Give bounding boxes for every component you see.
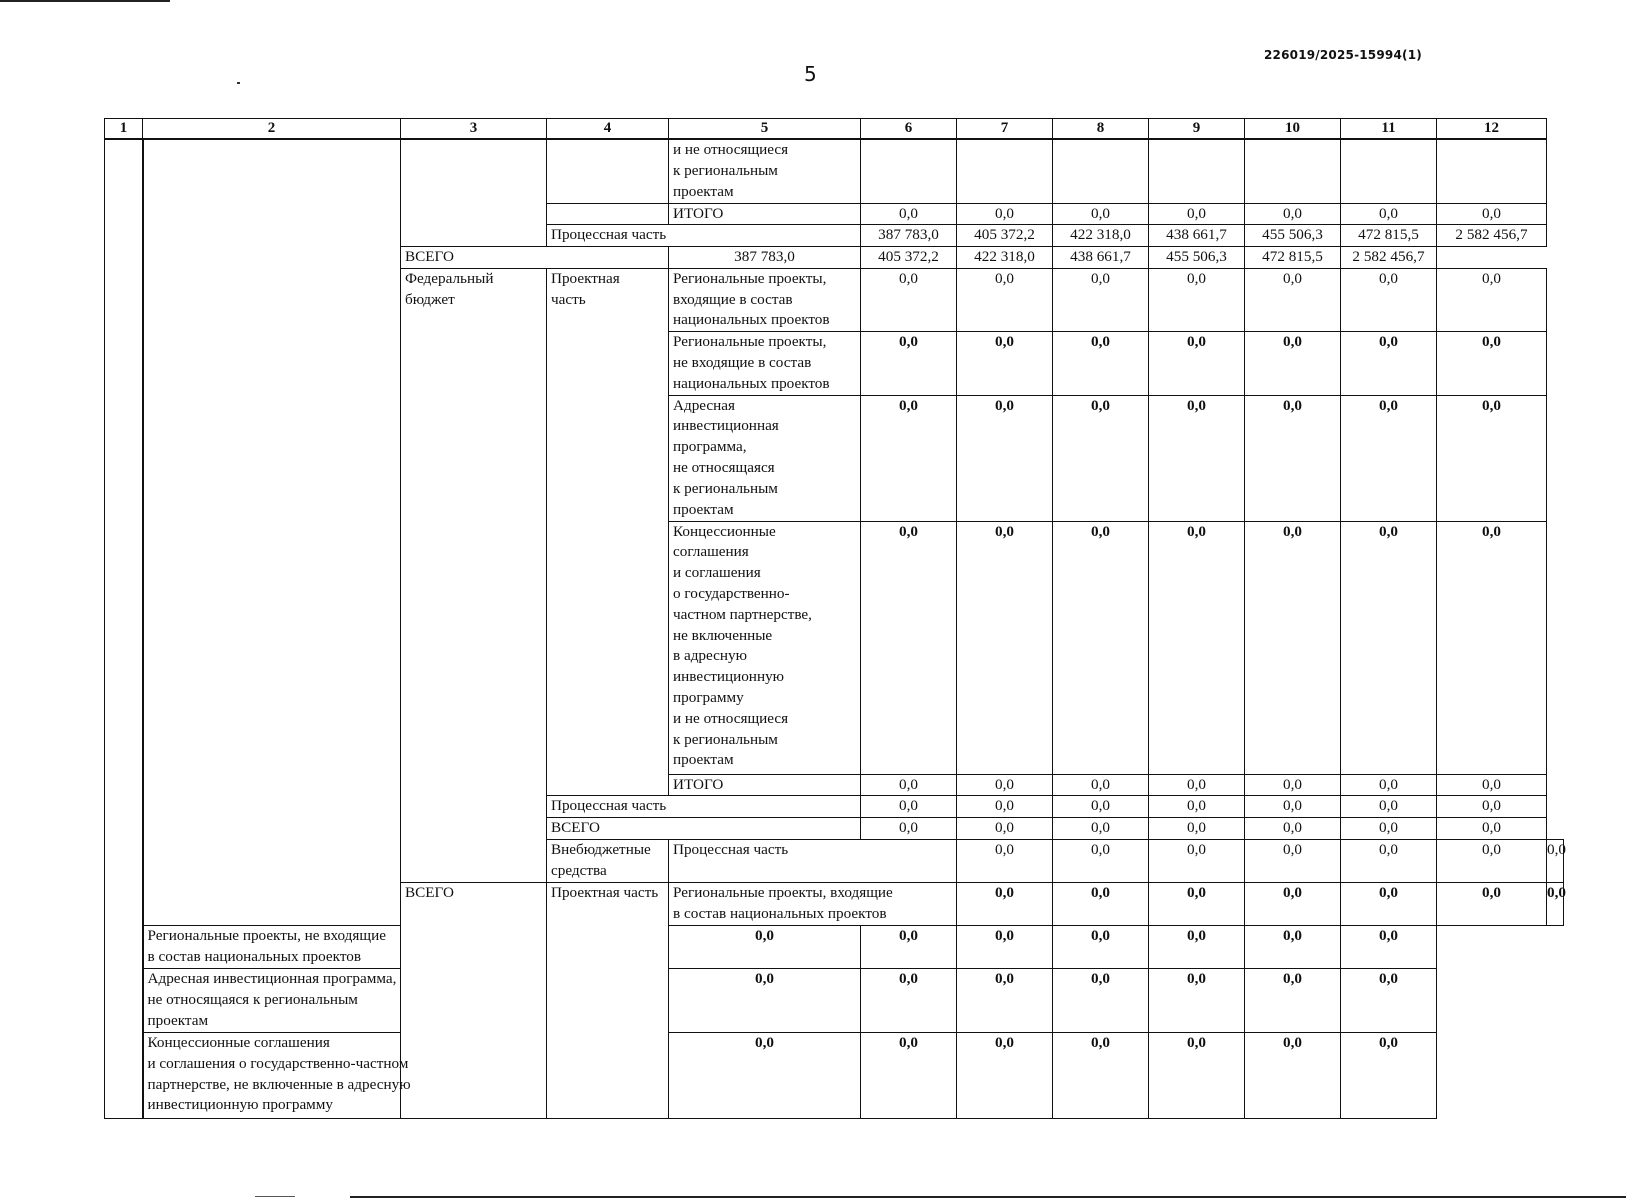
scan-artifact — [255, 1196, 295, 1197]
value-cell: 0,0 — [1437, 332, 1547, 395]
value-cell: 0,0 — [1547, 883, 1564, 926]
document-reference: 226019/2025-15994(1) — [1264, 48, 1422, 62]
part-label: Проектная часть — [547, 268, 669, 796]
value-cell: 0,0 — [1245, 521, 1341, 774]
value-cell: 455 506,3 — [1149, 247, 1245, 269]
value-cell: 0,0 — [1245, 332, 1341, 395]
value-cell: 0,0 — [1053, 796, 1149, 818]
value-cell: 0,0 — [1341, 332, 1437, 395]
value-cell: 0,0 — [1245, 796, 1341, 818]
value-cell: 0,0 — [1149, 969, 1245, 1033]
value-cell: 405 372,2 — [861, 247, 957, 269]
value-cell: 0,0 — [1341, 796, 1437, 818]
value-cell — [861, 139, 957, 203]
value-cell: 0,0 — [1149, 926, 1245, 969]
value-cell: 0,0 — [1245, 926, 1341, 969]
value-cell: 0,0 — [1149, 840, 1245, 883]
value-cell: 0,0 — [1245, 774, 1341, 796]
value-cell: 0,0 — [957, 796, 1053, 818]
value-cell: 0,0 — [861, 332, 957, 395]
value-cell: 0,0 — [1245, 1033, 1341, 1119]
col2-cell — [143, 139, 401, 926]
row-label: Процессная часть — [669, 840, 957, 883]
value-cell: 472 815,5 — [1245, 247, 1341, 269]
value-cell — [957, 139, 1053, 203]
value-cell: 0,0 — [1149, 395, 1245, 521]
value-cell: 2 582 456,7 — [1341, 247, 1437, 269]
value-cell: 0,0 — [1149, 818, 1245, 840]
value-cell: 0,0 — [1341, 395, 1437, 521]
value-cell: 438 661,7 — [1053, 247, 1149, 269]
value-cell: 0,0 — [1437, 268, 1547, 331]
value-cell: 0,0 — [1053, 203, 1149, 225]
value-cell — [1245, 139, 1341, 203]
col4-cell — [547, 139, 669, 203]
value-cell: 472 815,5 — [1341, 225, 1437, 247]
value-cell: 0,0 — [1245, 969, 1341, 1033]
value-cell — [1149, 139, 1245, 203]
value-cell: 0,0 — [861, 818, 957, 840]
value-cell: 0,0 — [957, 395, 1053, 521]
value-cell: 0,0 — [1149, 1033, 1245, 1119]
row-label: ВСЕГО — [401, 247, 669, 269]
value-cell: 0,0 — [1149, 796, 1245, 818]
value-cell: 0,0 — [1149, 883, 1245, 926]
table-row — [105, 139, 1564, 203]
value-cell: 0,0 — [1341, 883, 1437, 926]
row-label: ИТОГО — [669, 774, 861, 796]
value-cell: 0,0 — [1149, 774, 1245, 796]
value-cell: 0,0 — [861, 796, 957, 818]
value-cell: 0,0 — [1149, 203, 1245, 225]
scan-edge-bottom — [350, 1196, 1626, 1198]
value-cell: 0,0 — [957, 203, 1053, 225]
value-cell: 0,0 — [1341, 969, 1437, 1033]
col3-cell — [401, 139, 547, 247]
value-cell: 0,0 — [1341, 1033, 1437, 1119]
value-cell: 0,0 — [957, 521, 1053, 774]
value-cell: 0,0 — [1437, 883, 1547, 926]
col4-cell — [547, 203, 669, 225]
value-cell: 0,0 — [1341, 203, 1437, 225]
row-label: Региональные проекты, не входящие в состав национальных проектов — [143, 926, 547, 969]
value-cell: 0,0 — [1053, 268, 1149, 331]
value-cell: 0,0 — [1053, 332, 1149, 395]
value-cell: 0,0 — [1053, 818, 1149, 840]
col-header-4: 4 — [547, 119, 669, 140]
value-cell: 0,0 — [1149, 521, 1245, 774]
col-header-11: 11 — [1341, 119, 1437, 140]
row-label: Региональные проекты, входящие в состав национальных проектов — [669, 268, 861, 331]
value-cell: 2 582 456,7 — [1437, 225, 1547, 247]
value-cell: 0,0 — [1149, 332, 1245, 395]
value-cell: 455 506,3 — [1245, 225, 1341, 247]
value-cell: 0,0 — [861, 521, 957, 774]
value-cell: 405 372,2 — [957, 225, 1053, 247]
value-cell: 0,0 — [1341, 774, 1437, 796]
value-cell: 387 783,0 — [861, 225, 957, 247]
col-header-12: 12 — [1437, 119, 1547, 140]
value-cell — [1437, 139, 1547, 203]
col-header-7: 7 — [957, 119, 1053, 140]
value-cell: 0,0 — [1245, 840, 1341, 883]
col-header-2: 2 — [143, 119, 401, 140]
col-header-6: 6 — [861, 119, 957, 140]
col-header-10: 10 — [1245, 119, 1341, 140]
row-label: Концессионные соглашения и соглашения о государственно-частном партнерстве, не включенные в адресную инвестиционную программу — [143, 1033, 547, 1119]
col1-cell — [105, 139, 143, 1119]
row-label: ВСЕГО — [547, 818, 861, 840]
budget-table — [104, 118, 1564, 1119]
row-label: Процессная часть — [547, 796, 861, 818]
value-cell: 0,0 — [1053, 883, 1149, 926]
col-header-9: 9 — [1149, 119, 1245, 140]
value-cell: 0,0 — [1053, 840, 1149, 883]
total-label: ВСЕГО — [401, 883, 547, 1119]
value-cell: 422 318,0 — [1053, 225, 1149, 247]
value-cell: 0,0 — [957, 268, 1053, 331]
col-header-5: 5 — [669, 119, 861, 140]
value-cell: 0,0 — [1053, 395, 1149, 521]
value-cell: 0,0 — [1341, 840, 1437, 883]
table-row — [105, 926, 1564, 969]
value-cell: 0,0 — [1341, 268, 1437, 331]
value-cell: 0,0 — [861, 395, 957, 521]
row-label: Адресная инвестиционная программа, не относящаяся к региональным проектам — [143, 969, 547, 1033]
value-cell: 0,0 — [1437, 796, 1547, 818]
part-label: Проектная часть — [547, 883, 669, 1119]
value-cell: 0,0 — [1245, 883, 1341, 926]
value-cell: 422 318,0 — [957, 247, 1053, 269]
value-cell: 0,0 — [1437, 774, 1547, 796]
scan-artifact — [237, 82, 240, 84]
value-cell: 0,0 — [1053, 774, 1149, 796]
col-header-8: 8 — [1053, 119, 1149, 140]
page-number: 5 — [804, 62, 817, 86]
value-cell: 0,0 — [1341, 521, 1437, 774]
value-cell: 0,0 — [957, 883, 1053, 926]
budget-source-label: Внебюджетные средства — [547, 840, 669, 883]
value-cell — [1341, 139, 1437, 203]
value-cell: 0,0 — [861, 969, 957, 1033]
value-cell: 0,0 — [1437, 840, 1547, 883]
budget-source-label: Федеральный бюджет — [401, 268, 547, 882]
value-cell: 0,0 — [669, 969, 861, 1033]
value-cell: 0,0 — [1245, 203, 1341, 225]
row-label: Региональные проекты, входящие в состав национальных проектов — [669, 883, 957, 926]
value-cell: 0,0 — [1053, 926, 1149, 969]
value-cell: 0,0 — [1245, 268, 1341, 331]
value-cell: 0,0 — [957, 926, 1053, 969]
value-cell: 0,0 — [1341, 926, 1437, 969]
value-cell — [1053, 139, 1149, 203]
value-cell: 0,0 — [861, 1033, 957, 1119]
row-label: Процессная часть — [547, 225, 861, 247]
value-cell: 387 783,0 — [669, 247, 861, 269]
value-cell: 0,0 — [1053, 969, 1149, 1033]
value-cell: 0,0 — [861, 774, 957, 796]
value-cell: 0,0 — [1245, 818, 1341, 840]
value-cell: 0,0 — [957, 818, 1053, 840]
value-cell: 438 661,7 — [1149, 225, 1245, 247]
value-cell: 0,0 — [957, 774, 1053, 796]
table-row — [105, 1033, 1564, 1119]
value-cell: 0,0 — [957, 969, 1053, 1033]
row-label: ИТОГО — [669, 203, 861, 225]
value-cell: 0,0 — [1547, 840, 1564, 883]
value-cell: 0,0 — [1437, 395, 1547, 521]
value-cell: 0,0 — [669, 926, 861, 969]
scan-edge-top — [0, 0, 170, 2]
row-label: Региональные проекты, не входящие в состав национальных проектов — [669, 332, 861, 395]
value-cell: 0,0 — [1053, 1033, 1149, 1119]
col-header-3: 3 — [401, 119, 547, 140]
value-cell: 0,0 — [1437, 818, 1547, 840]
value-cell: 0,0 — [957, 332, 1053, 395]
value-cell: 0,0 — [957, 1033, 1053, 1119]
value-cell: 0,0 — [861, 203, 957, 225]
value-cell: 0,0 — [861, 268, 957, 331]
value-cell: 0,0 — [1245, 395, 1341, 521]
value-cell: 0,0 — [861, 926, 957, 969]
value-cell: 0,0 — [1149, 268, 1245, 331]
row-label: и не относящиеся к региональным проектам — [669, 139, 861, 203]
value-cell: 0,0 — [1341, 818, 1437, 840]
table-row — [105, 969, 1564, 1033]
value-cell: 0,0 — [1437, 521, 1547, 774]
value-cell: 0,0 — [1437, 203, 1547, 225]
row-label: Адресная инвестиционная программа, не относящаяся к региональным проектам — [669, 395, 861, 521]
column-number-row — [105, 119, 1564, 140]
row-label: Концессионные соглашения и соглашения о государственно- частном партнерстве, не включенные в адресную инвестиционную программу и не относящиеся к региональным проектам — [669, 521, 861, 774]
value-cell: 0,0 — [1053, 521, 1149, 774]
value-cell: 0,0 — [957, 840, 1053, 883]
col-header-1: 1 — [105, 119, 143, 140]
value-cell: 0,0 — [669, 1033, 861, 1119]
